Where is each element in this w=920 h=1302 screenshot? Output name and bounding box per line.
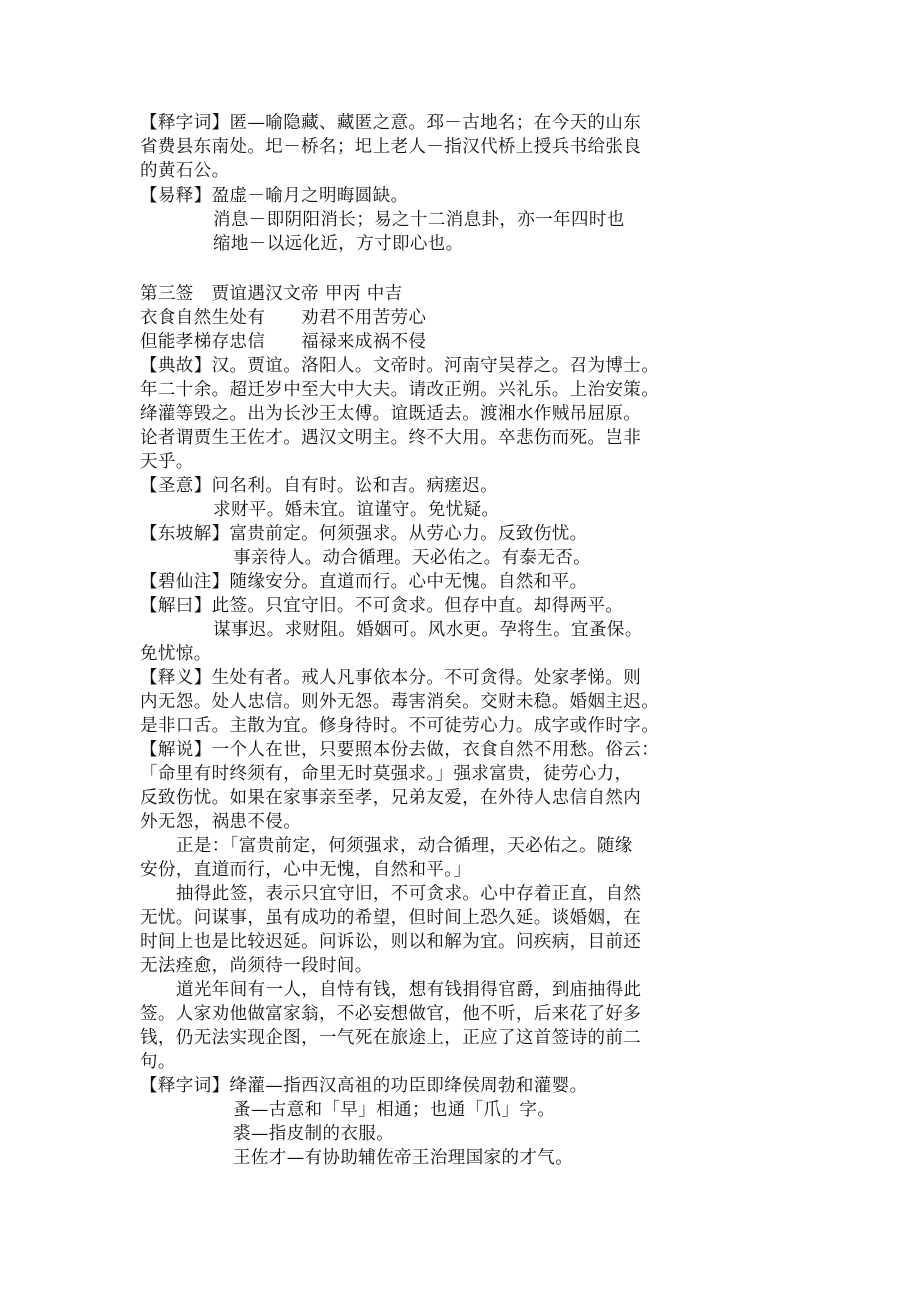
bixian-line: 【碧仙注】随缘安分。直道而行。心中无愧。自然和平。 xyxy=(140,572,588,592)
zhengshi-line-2: 安份，直道而行，心中无愧，自然和平。」 xyxy=(140,860,472,880)
daoguang-line-3: 钱，仍无法实现企图，一气死在旅途上，正应了这首签诗的前二 xyxy=(140,1028,642,1048)
choude-line-4: 无法痊愈，尚须待一段时间。 xyxy=(140,956,373,976)
jieyue-line-2: 谋事迟。求财阻。婚姻可。风水更。孕将生。宜蚤保。 xyxy=(213,620,643,640)
shiziji-3-line-3: 裘—指皮制的衣服。 xyxy=(233,1124,395,1144)
shiyi-line-1: 【释义】生处有者。戒人凡事依本分。不可贪得。处家孝悌。则 xyxy=(140,668,642,688)
daoguang-line-1: 道光年间有一人，自恃有钱，想有钱捐得官爵，到庙抽得此 xyxy=(176,980,642,1000)
dongpo-line-2: 事亲待人。动合循理。天必佑之。有泰无否。 xyxy=(233,548,591,568)
section-3-title: 第三签 贾谊遇汉文帝 甲丙 中吉 xyxy=(140,284,403,304)
shengyi-line-1: 【圣意】问名利。自有时。讼和吉。病瘥迟。 xyxy=(140,476,498,496)
zhengshi-line-1: 正是：「富贵前定，何须强求，动合循理，天必佑之。随缘 xyxy=(176,836,633,856)
shiziji-line-1: 【释字词】匿—喻隐藏、藏匿之意。邳－古地名；在今天的山东 xyxy=(140,113,642,133)
shiziji-3-line-1: 【释字词】绛灌—指西汉高祖的功臣即绛侯周勃和灌婴。 xyxy=(140,1076,588,1096)
poem-line-1: 衣食自然生处有 劝君不用苦劳心 xyxy=(140,308,427,328)
jieshuo-line-3: 反致伤忧。如果在家事亲至孝，兄弟友爱，在外待人忠信自然内 xyxy=(140,788,642,808)
jieshuo-line-1: 【解说】一个人在世，只要照本份去做，衣食自然不用愁。俗云： xyxy=(140,740,660,760)
shiziji-line-2: 省费县东南处。圯－桥名；圯上老人－指汉代桥上授兵书给张良 xyxy=(140,137,642,157)
daoguang-line-4: 句。 xyxy=(140,1052,176,1072)
shiyi-line-3: 是非口舌。主散为宜。修身待时。不可徒劳心力。成字或作时字。 xyxy=(140,716,660,736)
diangu-line-2: 年二十余。超迁岁中至大中大夫。请改正朔。兴礼乐。上治安策。 xyxy=(140,380,660,400)
choude-line-2: 无忧。问谋事，虽有成功的希望，但时间上恐久延。谈婚姻，在 xyxy=(140,908,642,928)
diangu-line-5: 天乎。 xyxy=(140,452,194,472)
jieshuo-line-2: 「命里有时终须有，命里无时莫强求。」强求富贵，徒劳心力， xyxy=(140,764,633,784)
jieshuo-line-4: 外无怨，祸患不侵。 xyxy=(140,812,302,832)
shiziji-3-line-4: 王佐才—有协助辅佐帝王治理国家的才气。 xyxy=(233,1148,574,1168)
shiziji-3-line-2: 蚤—古意和「早」相通；也通「爪」字。 xyxy=(233,1100,556,1120)
choude-line-1: 抽得此签，表示只宜守旧，不可贪求。心中存着正直，自然 xyxy=(176,884,642,904)
diangu-line-4: 论者谓贾生王佐才。遇汉文明主。终不大用。卒悲伤而死。岂非 xyxy=(140,428,642,448)
choude-line-3: 时间上也是比较迟延。问诉讼，则以和解为宜。问疾病，目前还 xyxy=(140,932,642,952)
jieyue-line-3: 免忧惊。 xyxy=(140,644,212,664)
shiziji-line-3: 的黄石公。 xyxy=(140,161,230,181)
dongpo-line-1: 【东坡解】富贵前定。何须强求。从劳心力。反致伤忧。 xyxy=(140,524,588,544)
diangu-line-1: 【典故】汉。贾谊。洛阳人。文帝时。河南守吴荐之。召为博士。 xyxy=(140,356,660,376)
poem-line-2: 但能孝梯存忠信 福禄来成祸不侵 xyxy=(140,332,427,352)
daoguang-line-2: 签。人家劝他做富家翁，不必妄想做官，他不听，后来花了好多 xyxy=(140,1004,642,1024)
diangu-line-3: 绛灌等毁之。出为长沙王太傅。谊既适去。渡湘水作贼吊屈原。 xyxy=(140,404,642,424)
jieyue-line-1: 【解曰】此签。只宜守旧。不可贪求。但存中直。却得两平。 xyxy=(140,596,624,616)
yishi-line-1: 【易释】盈虚－喻月之明晦圆缺。 xyxy=(140,186,409,206)
yishi-line-2: 消息－即阴阳消长；易之十二消息卦，亦一年四时也 xyxy=(213,210,625,230)
shiyi-line-2: 内无怨。处人忠信。则外无怨。毒害消矣。交财未稳。婚姻主迟。 xyxy=(140,692,660,712)
yishi-line-3: 缩地－以远化近，方寸即心也。 xyxy=(213,234,464,254)
shengyi-line-2: 求财平。婚未宜。谊谨守。免忧疑。 xyxy=(213,500,500,520)
